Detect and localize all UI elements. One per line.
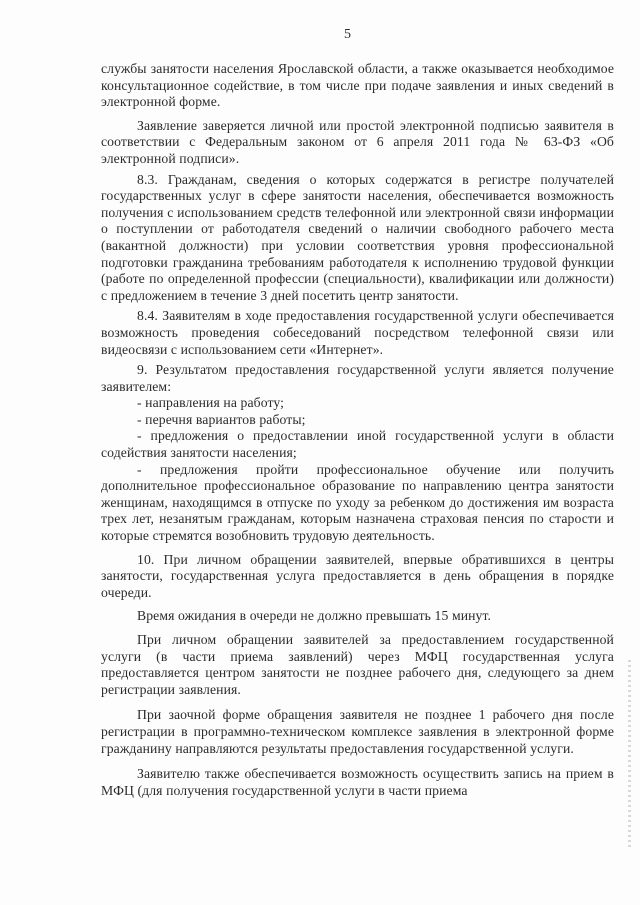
list-item: - перечня вариантов работы; (137, 411, 306, 427)
paragraph-continuation: службы занятости населения Ярославской области, а также оказывается необходимое консультационное содействие, в том числе при подаче заявления и иных сведений в электронной форме. (101, 61, 614, 110)
list-item: - предложения пройти профессиональное обучение или получить дополнительное профессиональное образование по направлению центра занятости женщинам, находящимся в отпуске по уходу за ребенком до достижения им возраста трех лет, незанятым гражданам, которым назначена страховая пенсия по старости и которые стремятся возобновить трудовую деятельность. (101, 461, 614, 544)
paragraph-waiting-time: Время ожидания в очереди не должно превышать 15 минут. (137, 608, 492, 624)
paragraph-mfc: При личном обращении заявителей за предоставлением государственной услуги (в части приема заявлений) через МФЦ государственная услуга предоставляется центром занятости не позднее рабочего дня, следующего за днем регистрации заявления. (101, 632, 614, 697)
paragraph-signature: Заявление заверяется личной или простой электронной подписью заявителя в соответствии с Федеральным законом от 6 апреля 2011 года № 63-ФЗ «Об электронной подписи». (101, 117, 614, 166)
list-item: - предложения о предоставлении иной государственной услуги в области содействия занятости населения; (101, 428, 614, 461)
paragraph-9: 9. Результатом предоставления государственной услуги является получение заявителем: (101, 362, 614, 394)
paragraph-8-4: 8.4. Заявителям в ходе предоставления государственной услуги обеспечивается возможность проведения собеседований посредством телефонной связи или видеосвязи с использованием сети «Интернет». (101, 308, 614, 357)
paragraph-remote: При заочной форме обращения заявителя не позднее 1 рабочего дня после регистрации в программно-техническом комплексе заявления в электронной форме гражданину направляются результаты предоставления государственной услуги. (101, 707, 614, 756)
list-item: - направления на работу; (137, 395, 285, 411)
document-body (101, 61, 614, 799)
paragraph-8-3: 8.3. Гражданам, сведения о которых содержатся в регистре получателей государственных услуг в сфере занятости населения, обеспечивается возможность получения с использованием средств телефонной или электронной связи информации о поступлении от работодателя сведений о наличии свободного рабочего места (вакантной должности) при условии соответствия уровня профессиональной подготовки гражданина требованиям работодателя к исполнению трудовой функции (работе по определенной профессии (специальности), квалификации или должности) с предложением в течение 3 дней посетить центр занятости. (101, 171, 614, 303)
paragraph-appointment: Заявителю также обеспечивается возможность осуществить запись на прием в МФЦ (для получения государственной услуги в части приема (101, 766, 614, 798)
scan-edge-mark (628, 660, 631, 850)
page-number: 5 (344, 27, 351, 42)
paragraph-10: 10. При личном обращении заявителей, впервые обратившихся в центры занятости, государственная услуга предоставляется в день обращения в порядке очереди. (101, 551, 614, 600)
